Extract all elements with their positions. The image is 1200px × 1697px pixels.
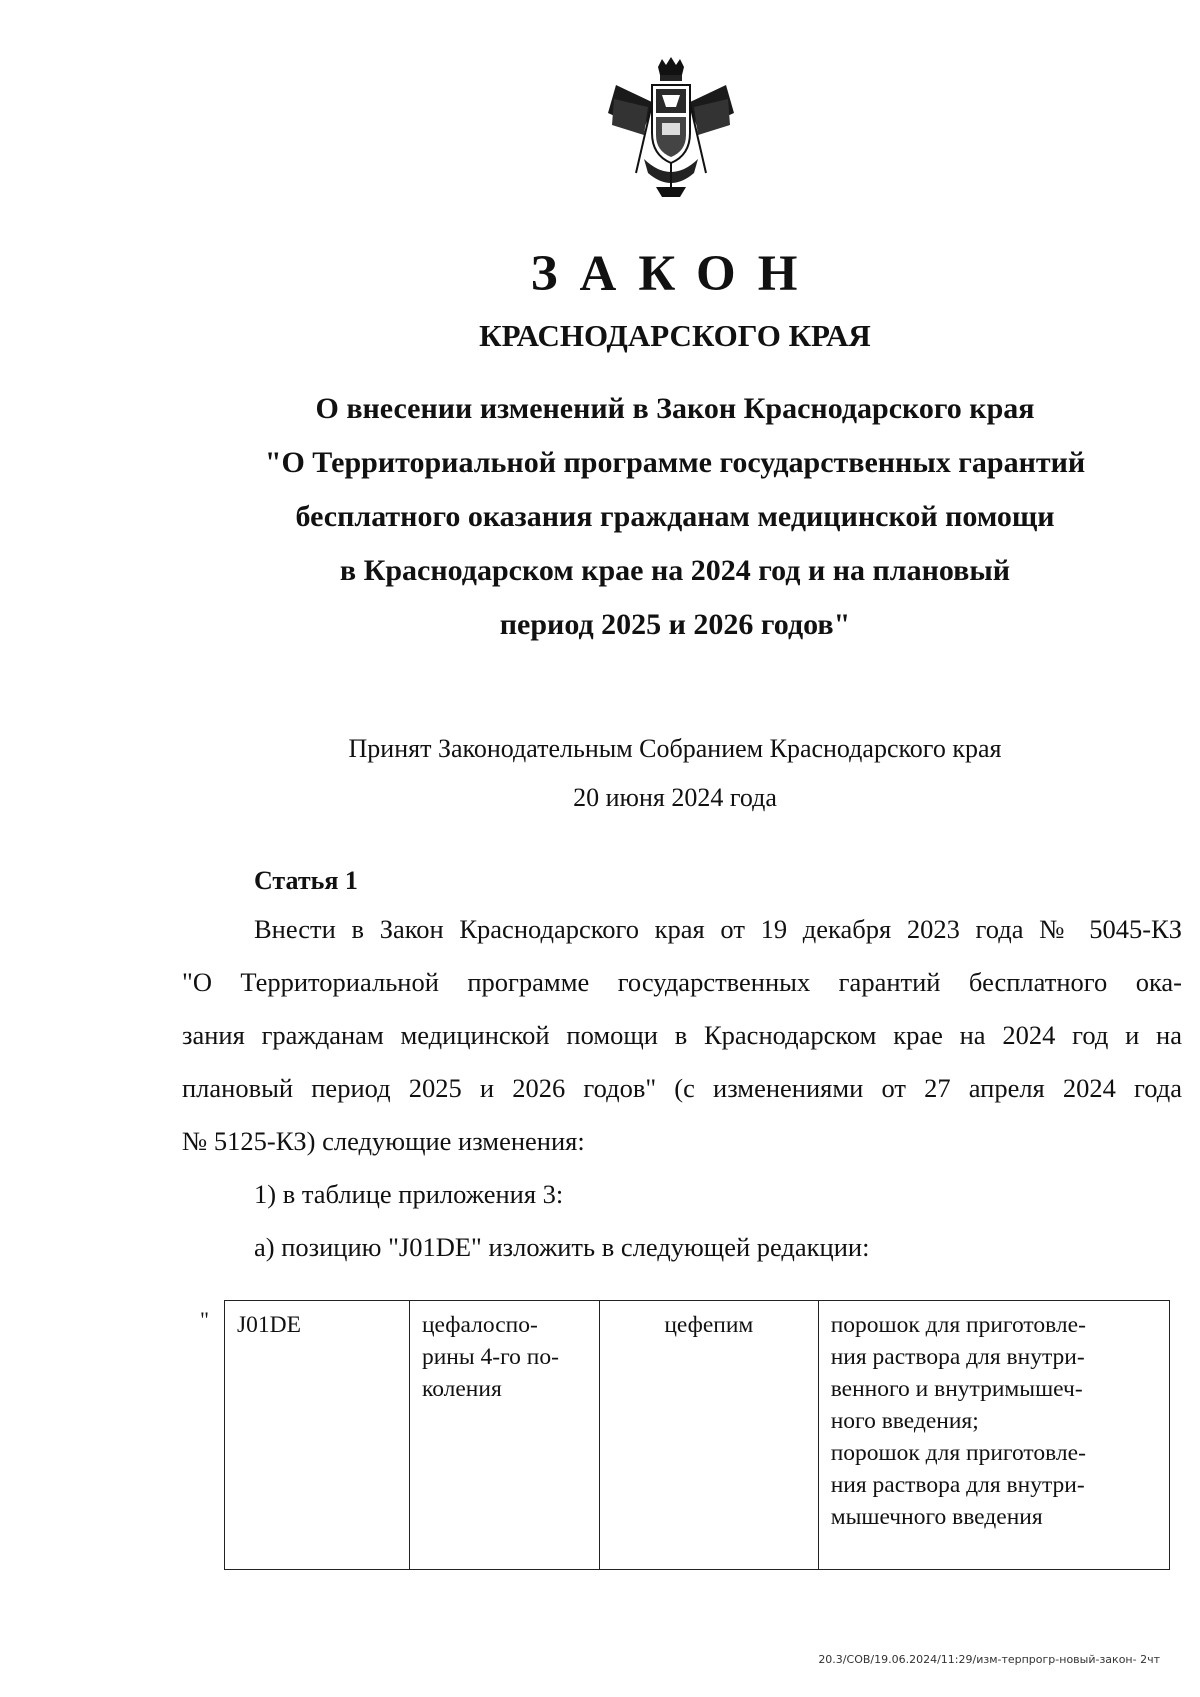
- cell-line: венного и внутримышеч-: [830, 1376, 1083, 1402]
- cell-line: ния раствора для внутри-: [830, 1344, 1085, 1370]
- law-title-line-5: период 2025 и 2026 годов": [499, 608, 851, 641]
- paragraph-line: зания гражданам медицинской помощи в Краснодарском крае на 2024 год и на: [182, 1020, 1182, 1050]
- table-row: [225, 1301, 1170, 1570]
- cell-line: ния раствора для внутри-: [830, 1472, 1085, 1498]
- coat-of-arms-emblem: [596, 55, 746, 205]
- adopted-by-line: Принят Законодательным Собранием Краснодарского края: [348, 734, 1002, 763]
- list-item-1: 1) в таблице приложения 3:: [254, 1179, 564, 1209]
- law-title-line-1: О внесении изменений в Закон Краснодарского края: [315, 392, 1035, 425]
- dosage-form-cell: [818, 1301, 1169, 1570]
- paragraph-line: № 5125-КЗ) следующие изменения:: [182, 1126, 585, 1156]
- cell-line: рины 4-го по-: [421, 1344, 559, 1370]
- article-heading: Статья 1: [254, 866, 358, 895]
- adopted-date-line: 20 июня 2024 года: [573, 783, 777, 812]
- drug-table: [224, 1300, 1170, 1570]
- list-item-a: а) позицию "J01DE" изложить в следующей редакции:: [254, 1232, 870, 1262]
- cell-line: коления: [421, 1376, 502, 1402]
- law-title-line-3: бесплатного оказания гражданам медицинской помощи: [295, 500, 1055, 533]
- drug-group-cell: [409, 1301, 599, 1570]
- article-paragraph: [182, 903, 1182, 1274]
- law-title-line-2: "О Территориальной программе государственных гарантий: [264, 446, 1086, 479]
- document-type-heading: ЗАКОН: [530, 246, 820, 302]
- atc-code-cell: J01DE: [225, 1301, 410, 1570]
- cell-line: мышечного введения: [830, 1504, 1043, 1530]
- cell-line: порошок для приготовле-: [830, 1440, 1086, 1466]
- region-heading: КРАСНОДАРСКОГО КРАЯ: [479, 318, 871, 353]
- paragraph-line: Внести в Закон Краснодарского края от 19 декабря 2023 года № 5045-КЗ: [254, 914, 1182, 944]
- cell-line: ного введения;: [830, 1408, 979, 1434]
- drug-name-cell: цефепим: [599, 1301, 818, 1570]
- paragraph-line: плановый период 2025 и 2026 годов" (с изменениями от 27 апреля 2024 года: [182, 1073, 1182, 1103]
- cell-line: цефалоспо-: [421, 1312, 538, 1338]
- opening-quote-mark: ": [200, 1307, 209, 1332]
- document-stamp: 20.3/COB/19.06.2024/11:29/изм-терпрогр-новый-закон- 2чт: [818, 1653, 1160, 1666]
- paragraph-line: "О Территориальной программе государственных гарантий бесплатного ока-: [182, 967, 1182, 997]
- law-title-line-4: в Краснодарском крае на 2024 год и на плановый: [339, 554, 1011, 587]
- cell-line: порошок для приготовле-: [830, 1312, 1086, 1338]
